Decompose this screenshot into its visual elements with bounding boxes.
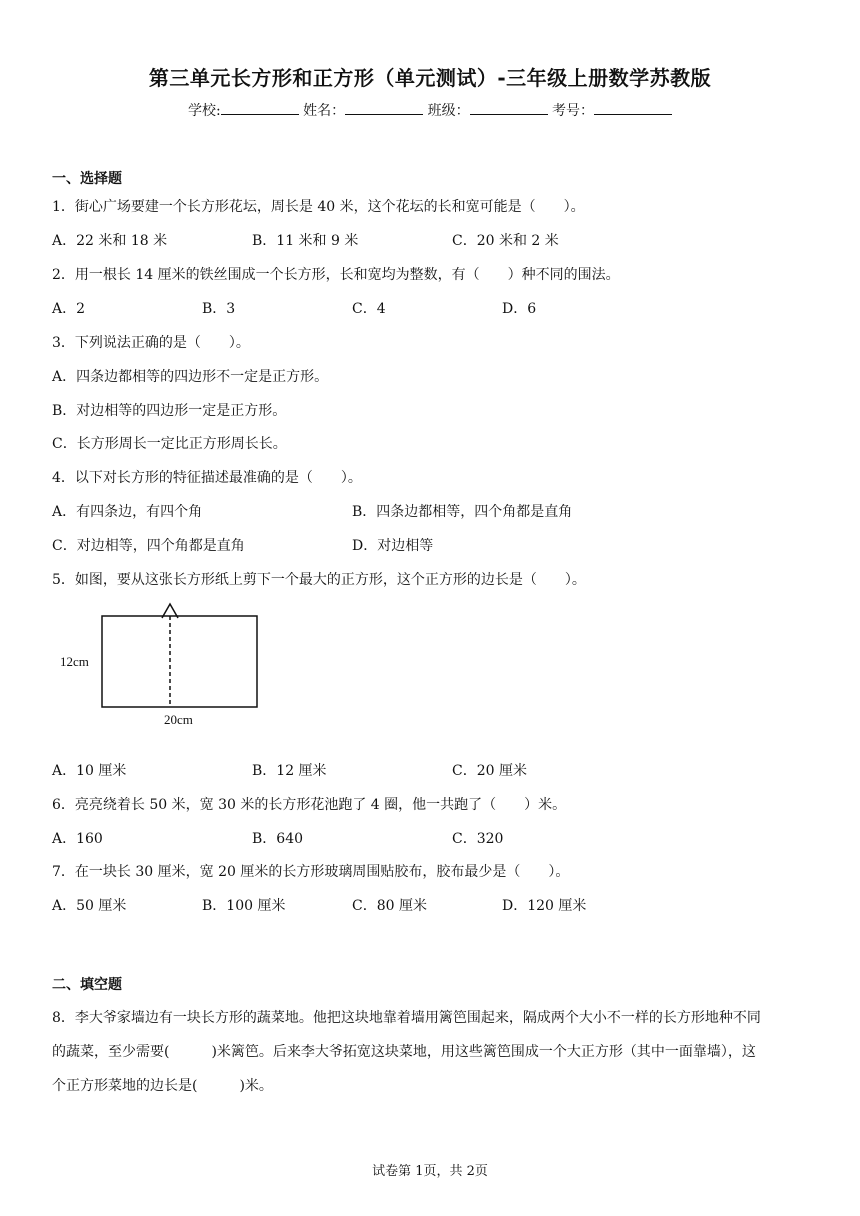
q3-option-a[interactable]: A．四条边都相等的四边形不一定是正方形。 [52,369,329,385]
q7-option-a[interactable]: A．50 厘米 [52,898,127,914]
q6-option-c[interactable]: C．320 [452,831,504,847]
name-blank[interactable] [345,102,423,115]
q7-option-d[interactable]: D．120 厘米 [502,898,587,914]
q1-option-b[interactable]: B．11 米和 9 米 [252,233,359,249]
q1-option-a[interactable]: A．22 米和 18 米 [52,233,168,249]
question-8-line-2: 的蔬菜，至少需要( )米篱笆。后来李大爷拓宽这块菜地，用这些篱笆围成一个大正方形（其中一面靠墙），这 [52,1044,756,1060]
q7-option-b[interactable]: B．100 厘米 [202,898,286,914]
q4-option-b[interactable]: B．四条边都相等，四个角都是直角 [352,504,573,520]
section-heading-fill: 二、填空题 [52,977,122,993]
exam-no-label: 考号： [552,103,595,119]
q4-option-a[interactable]: A．有四条边，有四个角 [52,504,203,520]
q6-option-a[interactable]: A．160 [52,831,103,847]
question-7: 7．在一块长 30 厘米，宽 20 厘米的长方形玻璃周围贴胶布，胶布最少是（ ）。 [52,864,570,880]
question-2: 2．用一根长 14 厘米的铁丝围成一个长方形，长和宽均为整数，有（ ）种不同的围法。 [52,267,620,283]
rectangle-figure [58,600,268,730]
q3-option-b[interactable]: B．对边相等的四边形一定是正方形。 [52,403,287,419]
name-label: 姓名： [303,103,346,119]
q2-option-c[interactable]: C．4 [352,301,386,317]
class-blank[interactable] [470,102,548,115]
question-5: 5．如图，要从这张长方形纸上剪下一个最大的正方形，这个正方形的边长是（ ）。 [52,572,586,588]
student-info-line [0,100,860,120]
page-title: 第三单元长方形和正方形（单元测试）-三年级上册数学苏教版 [148,66,712,90]
q2-option-d[interactable]: D．6 [502,301,537,317]
q4-option-c[interactable]: C．对边相等，四个角都是直角 [52,538,245,554]
school-blank[interactable] [221,102,299,115]
paper-rectangle [102,616,257,707]
q2-option-b[interactable]: B．3 [202,301,236,317]
q7-option-c[interactable]: C．80 厘米 [352,898,427,914]
q5-option-c[interactable]: C．20 厘米 [452,763,527,779]
class-label: 班级： [427,103,470,119]
height-label: 12cm [60,654,89,669]
question-4: 4．以下对长方形的特征描述最准确的是（ ）。 [52,470,362,486]
q1-option-c[interactable]: C．20 米和 2 米 [452,233,559,249]
q4-option-d[interactable]: D．对边相等 [352,538,434,554]
q6-option-b[interactable]: B．640 [252,831,304,847]
section-heading-choice: 一、选择题 [52,171,122,187]
q5-option-b[interactable]: B．12 厘米 [252,763,327,779]
school-label: 学校: [187,103,221,119]
question-8-line-1: 8．李大爷家墙边有一块长方形的蔬菜地。他把这块地靠着墙用篱笆围起来，隔成两个大小不一样的长方形地种不同 [52,1010,761,1026]
question-3: 3．下列说法正确的是（ ）。 [52,335,250,351]
exam-no-blank[interactable] [594,102,672,115]
q5-option-a[interactable]: A．10 厘米 [52,763,127,779]
q3-option-c[interactable]: C．长方形周长一定比正方形周长长。 [52,436,287,452]
q2-option-a[interactable]: A．2 [52,301,86,317]
question-6: 6．亮亮绕着长 50 米，宽 30 米的长方形花池跑了 4 圈，他一共跑了（ ）米。 [52,797,567,813]
width-label: 20cm [164,712,193,727]
question-1: 1．街心广场要建一个长方形花坛，周长是 40 米，这个花坛的长和宽可能是（ ）。 [52,199,585,215]
page-footer: 试卷第 1页，共 2页 [372,1164,488,1179]
question-8-line-3: 个正方形菜地的边长是( )米。 [52,1078,273,1094]
